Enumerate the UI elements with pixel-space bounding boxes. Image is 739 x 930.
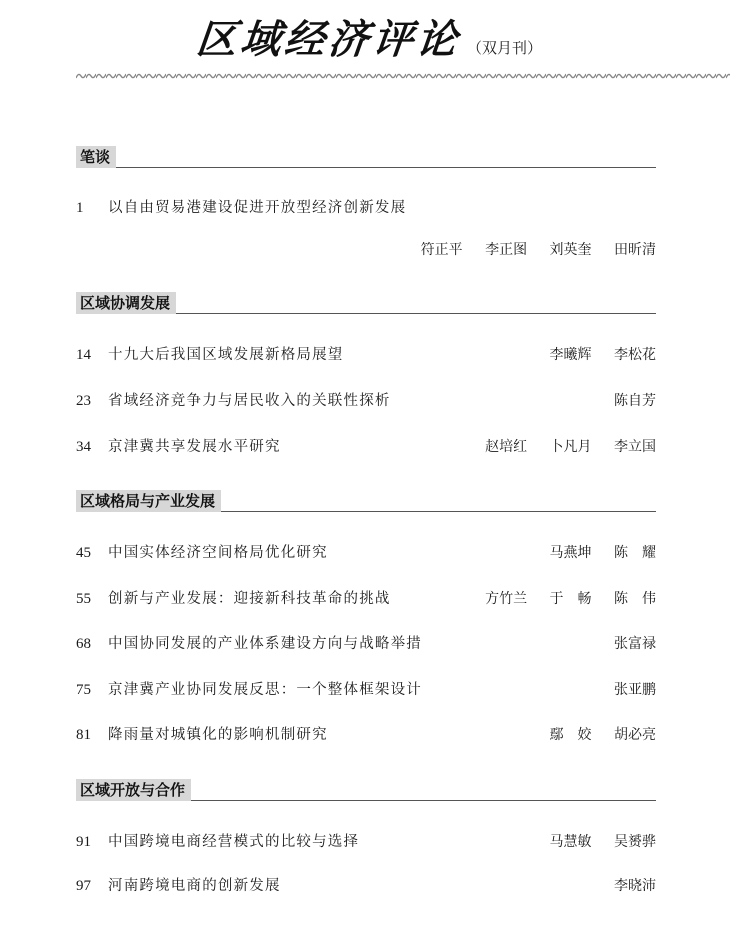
author: 陈 耀 [614, 545, 656, 561]
author-line [76, 238, 656, 262]
section-heading [76, 146, 656, 168]
author: 李正图 [485, 242, 528, 258]
author: 李立国 [614, 439, 656, 455]
author: 吴赟骅 [614, 834, 656, 850]
article-title[interactable]: 京津冀共享发展水平研究 [108, 439, 281, 455]
author: 赵培红 [485, 439, 528, 455]
author: 胡必亮 [614, 727, 656, 743]
section-heading [76, 490, 656, 512]
masthead [0, 8, 739, 68]
author: 卜凡月 [549, 439, 592, 455]
page-number: 91 [76, 834, 91, 850]
section-heading [76, 779, 656, 801]
author: 陈自芳 [614, 393, 656, 409]
page-number: 1 [76, 200, 84, 216]
author: 马慧敏 [549, 834, 592, 850]
article-title[interactable]: 京津冀产业协同发展反思：一个整体框架设计 [108, 682, 422, 698]
author: 李晓沛 [614, 878, 656, 894]
page-number: 34 [76, 439, 91, 455]
page-number: 81 [76, 727, 91, 743]
toc-entry[interactable] [76, 196, 656, 220]
author: 方竹兰 [485, 591, 528, 607]
page-number: 14 [76, 347, 91, 363]
article-title[interactable]: 十九大后我国区域发展新格局展望 [108, 347, 344, 363]
section-heading [76, 292, 656, 314]
decorative-rope-divider [76, 72, 730, 80]
article-title[interactable]: 以自由贸易港建设促进开放型经济创新发展 [108, 200, 407, 216]
author: 张富禄 [614, 636, 656, 652]
toc-entry[interactable] [76, 678, 656, 702]
page-number: 68 [76, 636, 91, 652]
section-rule [76, 167, 656, 168]
toc-entry[interactable] [76, 587, 656, 611]
article-title[interactable]: 中国协同发展的产业体系建设方向与战略举措 [108, 636, 422, 652]
author: 田昕清 [614, 242, 656, 258]
article-title[interactable]: 中国实体经济空间格局优化研究 [108, 545, 328, 561]
page-number: 55 [76, 591, 91, 607]
journal-frequency: （双月刊） [466, 39, 542, 57]
author: 李松花 [614, 347, 656, 363]
toc-entry[interactable] [76, 389, 656, 413]
page-number: 23 [76, 393, 91, 409]
page-number: 75 [76, 682, 91, 698]
article-title[interactable]: 创新与产业发展：迎接新科技革命的挑战 [108, 591, 391, 607]
page-number: 45 [76, 545, 91, 561]
toc-entry[interactable] [76, 723, 656, 747]
toc-entry[interactable] [76, 632, 656, 656]
author: 李曦辉 [549, 347, 592, 363]
author: 张亚鹏 [614, 682, 656, 698]
article-title[interactable]: 河南跨境电商的创新发展 [108, 878, 281, 894]
author: 符正平 [420, 242, 463, 258]
journal-title: 区域经济评论 [194, 16, 464, 63]
toc-entry[interactable] [76, 874, 656, 898]
toc-entry[interactable] [76, 830, 656, 854]
author: 于 畅 [549, 591, 592, 607]
section-label: 区域格局与产业发展 [76, 490, 221, 512]
section-label: 区域开放与合作 [76, 779, 191, 801]
author: 马燕坤 [549, 545, 592, 561]
article-title[interactable]: 降雨量对城镇化的影响机制研究 [108, 727, 328, 743]
author: 陈 伟 [614, 591, 656, 607]
author: 鄢 姣 [549, 727, 592, 743]
section-label: 区域协调发展 [76, 292, 176, 314]
article-title[interactable]: 省域经济竞争力与居民收入的关联性探析 [108, 393, 391, 409]
article-title[interactable]: 中国跨境电商经营模式的比较与选择 [108, 834, 360, 850]
toc-entry[interactable] [76, 435, 656, 459]
page-number: 97 [76, 878, 91, 894]
toc-entry[interactable] [76, 343, 656, 367]
toc-entry[interactable] [76, 541, 656, 565]
section-label: 笔谈 [76, 146, 116, 168]
author: 刘英奎 [549, 242, 592, 258]
